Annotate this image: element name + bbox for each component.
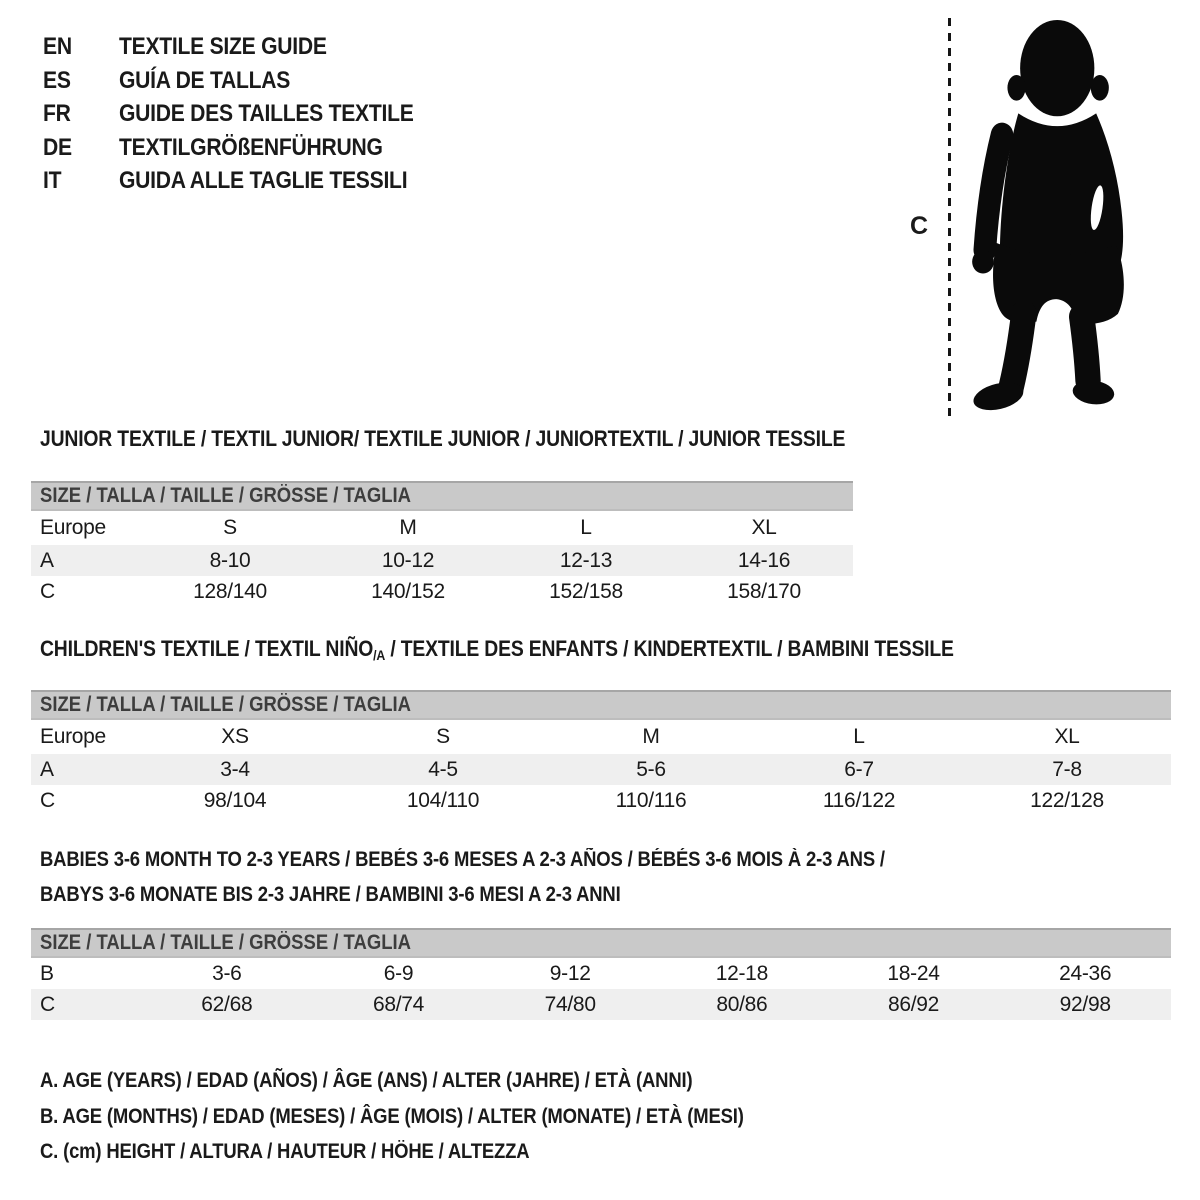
table-cell: 18-24 (887, 961, 940, 985)
table-cell: 6-7 (844, 757, 874, 781)
table-cell: 9-12 (549, 961, 591, 985)
table-cell: 98/104 (203, 788, 267, 812)
table-cell: 116/122 (822, 788, 896, 812)
table-row (31, 958, 1171, 989)
row-label: C (40, 992, 55, 1016)
legend-line (40, 1134, 840, 1170)
table-cell: 14-16 (737, 548, 791, 572)
size-figure (900, 10, 1200, 425)
legend-line (40, 1063, 840, 1099)
language-row (43, 64, 454, 98)
table-cell: 86/92 (887, 992, 940, 1016)
table-cell: 80/86 (716, 992, 768, 1016)
table-cell: S (436, 725, 450, 748)
table-cell: 158/170 (727, 579, 801, 603)
toddler-silhouette (964, 19, 1136, 417)
table-cell: 12-18 (715, 961, 768, 985)
table-cell: 6-9 (383, 961, 414, 985)
table-cell: S (223, 516, 237, 539)
table-size-header-label: SIZE / TALLA / TAILLE / GRÖSSE / TAGLIA (40, 931, 411, 954)
table-row (31, 785, 1171, 816)
table-cell: 4-5 (428, 757, 458, 781)
language-title: GUIDE DES TAILLES TEXTILE (119, 100, 414, 127)
table-cell: 7-8 (1052, 757, 1082, 781)
legend-text: A. AGE (YEARS) / EDAD (AÑOS) / ÂGE (ANS) / ALTER (JAHRE) / ETÀ (ANNI) (40, 1069, 693, 1092)
table-cell: 92/98 (1059, 992, 1111, 1016)
row-label: A (40, 548, 54, 572)
language-title-block (43, 30, 454, 198)
language-title: GUÍA DE TALLAS (119, 66, 291, 94)
table-size-header-label: SIZE / TALLA / TAILLE / GRÖSSE / TAGLIA (40, 693, 411, 716)
language-row (43, 131, 454, 165)
row-label: C (40, 788, 55, 812)
table-cell: 140/152 (371, 579, 445, 603)
row-label: B (40, 961, 54, 985)
legend-line (40, 1099, 840, 1135)
measure-legend (40, 1063, 840, 1170)
language-title: TEXTILE SIZE GUIDE (119, 33, 327, 60)
table-cell: 122/128 (1030, 788, 1104, 812)
table-row (31, 511, 853, 545)
babies-size-table (31, 928, 1171, 1020)
language-code: IT (43, 167, 62, 194)
table-row (31, 720, 1171, 754)
section-children-textile (0, 636, 1200, 816)
row-label: Europe (40, 516, 106, 539)
table-size-header (31, 481, 853, 511)
language-code: EN (43, 33, 72, 60)
language-code: ES (43, 66, 71, 94)
language-title: GUIDA ALLE TAGLIE TESSILI (119, 167, 408, 194)
table-cell: L (853, 725, 865, 748)
table-size-header (31, 928, 1171, 958)
table-row (31, 576, 853, 607)
table-cell: 5-6 (636, 757, 666, 781)
language-title: TEXTILGRÖßENFÜHRUNG (119, 133, 383, 161)
table-cell: 110/116 (615, 788, 687, 812)
legend-text: C. (cm) HEIGHT / ALTURA / HAUTEUR / HÖHE / ALTEZZA (40, 1140, 530, 1163)
table-cell: L (580, 516, 592, 539)
language-code: DE (43, 133, 72, 161)
table-cell: 10-12 (381, 548, 435, 572)
measure-label-c: C (910, 212, 929, 240)
table-cell: 62/68 (201, 992, 253, 1016)
row-label: A (40, 757, 54, 781)
junior-size-table (31, 481, 853, 607)
height-measure-dashed-line (948, 18, 951, 418)
section-heading-children: CHILDREN'S TEXTILE / TEXTIL NIÑO/A / TEXTILE DES ENFANTS / KINDERTEXTIL / BAMBINI TESSILE (40, 636, 954, 663)
language-row (43, 164, 454, 198)
language-row (43, 97, 454, 131)
table-row (31, 989, 1171, 1020)
table-row (31, 754, 1171, 785)
table-cell: 74/80 (544, 992, 596, 1016)
table-cell: 152/158 (549, 579, 623, 603)
table-cell: 3-6 (212, 961, 242, 985)
heading-subscript: /A (373, 647, 386, 663)
language-row (43, 30, 454, 64)
legend-text: B. AGE (MONTHS) / EDAD (MESES) / ÂGE (MOIS) / ALTER (MONATE) / ETÀ (MESI) (40, 1104, 744, 1128)
section-heading-babies: BABIES 3-6 MONTH TO 2-3 YEARS / BEBÉS 3-6 MESES A 2-3 AÑOS / BÉBÉS 3-6 MOIS À 2-3 ANS / BABYS 3-6 MONATE BIS 2-3 JAHRE / BAMBINI 3-6 MESI A 2-3 ANNI (40, 848, 885, 906)
table-cell: 12-13 (559, 548, 613, 572)
table-row (31, 545, 853, 576)
table-size-header-label: SIZE / TALLA / TAILLE / GRÖSSE / TAGLIA (40, 484, 411, 507)
language-code: FR (43, 100, 71, 127)
row-label: Europe (40, 725, 106, 748)
children-size-table (31, 690, 1171, 816)
table-cell: 104/110 (406, 788, 480, 812)
table-cell: XL (1054, 725, 1080, 748)
table-cell: 68/74 (372, 992, 425, 1016)
row-label: C (40, 579, 55, 603)
section-junior-textile (0, 426, 1200, 607)
table-cell: 128/140 (193, 579, 267, 603)
table-cell: XS (221, 725, 249, 748)
table-cell: 3-4 (220, 757, 250, 781)
table-cell: M (642, 725, 660, 748)
section-babies-textile (0, 842, 1200, 1020)
silhouette-head (1020, 20, 1094, 116)
section-heading-junior: JUNIOR TEXTILE / TEXTIL JUNIOR/ TEXTILE JUNIOR / JUNIORTEXTIL / JUNIOR TESSILE (40, 426, 846, 451)
table-cell: M (399, 516, 417, 539)
table-size-header (31, 690, 1171, 720)
table-cell: 24-36 (1059, 961, 1112, 985)
table-cell: XL (751, 516, 777, 539)
table-cell: 8-10 (209, 548, 251, 572)
